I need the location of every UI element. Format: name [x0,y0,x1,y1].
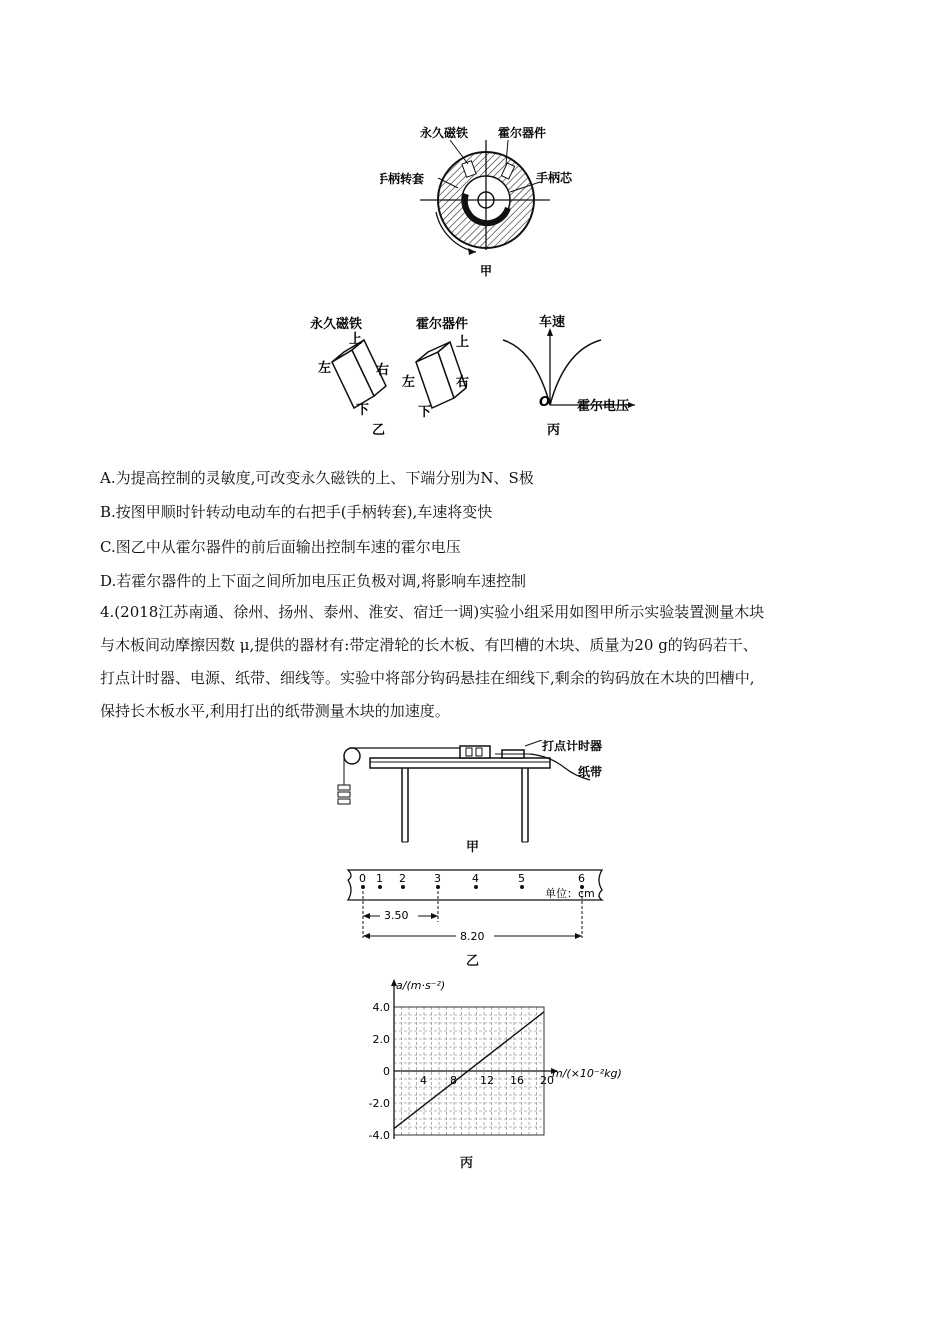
tape-point-label: 1 [376,872,383,885]
magnet-label: 永久磁铁 [420,126,469,140]
option-a: A.为提高控制的灵敏度,可改变永久磁铁的上、下端分别为N、S极 [100,469,534,487]
speed-curve-right [550,340,601,405]
y-tick-label: 2.0 [372,1033,390,1046]
figure-tape [340,866,610,946]
bing-origin: O [539,395,551,410]
figure-jia [380,120,600,285]
bing-ylabel: 车速 [539,315,566,330]
x-tick-label: 4 [420,1074,427,1087]
magnet-title: 永久磁铁 [310,317,363,332]
caption-tape: 乙 [466,954,480,969]
core-label: 手柄芯 [536,171,573,185]
hall-down-label: 下 [418,405,432,420]
tape-dot [520,885,524,889]
hall-label: 霍尔器件 [498,126,547,140]
tape-point-label: 0 [359,872,366,885]
wood-block [460,746,490,758]
y-tick-label: 4.0 [372,1001,390,1014]
tape-dot [378,885,382,889]
caption-bing-top: 丙 [547,423,561,438]
tape-point-label: 6 [578,872,585,885]
timer-label: 打点计时器 [542,740,603,753]
tape-d1: 3.50 [384,909,409,922]
board [370,758,550,768]
hanging-weights [338,785,350,804]
hall-left-label: 左 [402,375,416,390]
magnet-up-label: 上 [349,332,363,347]
tape-dot [474,885,478,889]
y-tick-label: 0 [383,1065,390,1078]
hall-title: 霍尔器件 [416,317,469,332]
tape-point-label: 4 [472,872,479,885]
figure-graph [330,975,630,1150]
caption-graph: 丙 [460,1156,474,1171]
tape-point-label: 2 [399,872,406,885]
x-tick-label: 12 [480,1074,494,1087]
pulley [344,748,360,764]
tape-dot [401,885,405,889]
magnet-left-label: 左 [318,361,332,376]
tape-d2: 8.20 [460,930,485,943]
tape-unit: 单位：cm [545,887,595,900]
magnet-down-label: 下 [356,403,370,418]
magnet-right-label: 右 [376,363,390,378]
tape-label: 纸带 [578,765,603,779]
option-c: C.图乙中从霍尔器件的前后面输出控制车速的霍尔电压 [100,538,461,556]
option-b: B.按图甲顺时针转动电动车的右把手(手柄转套),车速将变快 [100,503,493,521]
y-tick-label: -4.0 [368,1129,390,1142]
option-d: D.若霍尔器件的上下面之间所加电压正负极对调,将影响车速控制 [100,572,527,590]
caption-apparatus: 甲 [466,840,480,855]
tape-point-label: 5 [518,872,525,885]
bing-xlabel: 霍尔电压 [577,399,630,414]
graph-ylabel: a/(m·s⁻²) [396,979,446,992]
figure-yi [300,310,500,440]
x-tick-label: 20 [540,1074,554,1087]
q4-line3: 打点计时器、电源、纸带、细线等。实验中将部分钩码悬挂在细线下,剩余的钩码放在木块的凹槽中, [100,669,755,687]
y-tick-label: -2.0 [368,1097,390,1110]
caption-yi: 乙 [372,423,386,438]
x-tick-label: 8 [450,1074,457,1087]
sleeve-label: 手柄转套 [380,172,425,186]
handle-diagram [380,120,600,285]
q4-line1: 4.(2018江苏南通、徐州、扬州、泰州、淮安、宿迁一调)实验小组采用如图甲所示实验装置测量木块 [100,603,765,621]
caption-jia: 甲 [480,264,493,278]
tape-point-label: 3 [434,872,441,885]
figure-apparatus [330,740,630,850]
figure-bing-top [495,310,645,440]
q4-line2: 与木板间动摩擦因数 μ,提供的器材有:带定滑轮的长木板、有凹槽的木块、质量为20 g的钩码若干、 [100,636,758,654]
q4-line4: 保持长木板水平,利用打出的纸带测量木块的加速度。 [100,702,450,720]
hall-up-label: 上 [456,335,470,350]
hall-right-label: 右 [456,375,470,390]
graph-xlabel: m/(×10⁻²kg) [552,1067,622,1080]
x-tick-label: 16 [510,1074,524,1087]
question-4 [100,596,860,728]
